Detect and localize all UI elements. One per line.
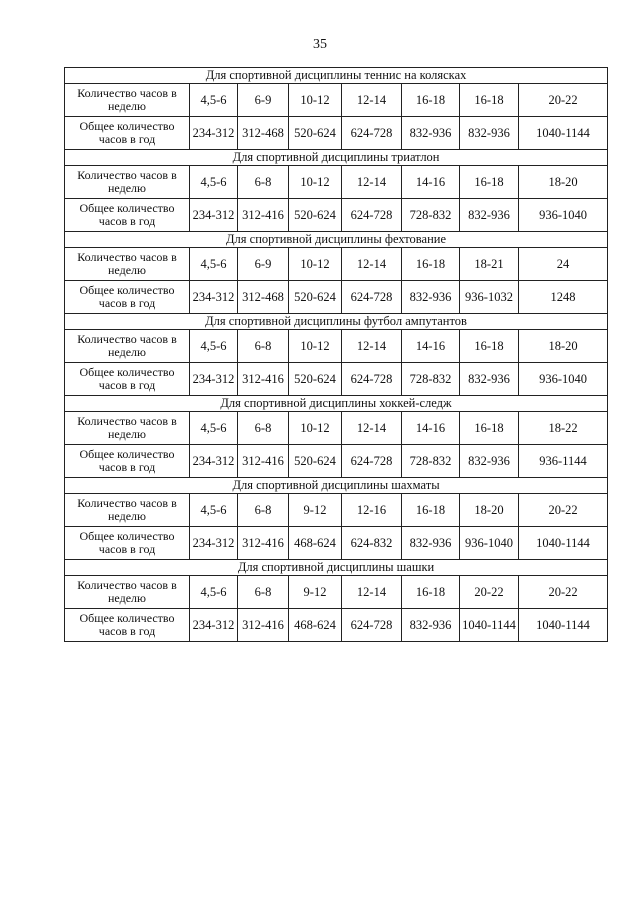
hours-value-cell: 1040-1144 bbox=[519, 117, 608, 150]
hours-value-cell: 16-18 bbox=[402, 248, 460, 281]
section-header-row bbox=[65, 396, 608, 412]
hours-value-cell: 14-16 bbox=[402, 330, 460, 363]
hours-value-cell: 6-9 bbox=[238, 84, 289, 117]
weekly-hours-row bbox=[65, 330, 608, 363]
hours-value-cell: 234-312 bbox=[190, 527, 238, 560]
hours-value-cell: 520-624 bbox=[289, 199, 342, 232]
hours-value-cell: 10-12 bbox=[289, 330, 342, 363]
hours-value-cell: 832-936 bbox=[460, 445, 519, 478]
hours-value-cell: 234-312 bbox=[190, 609, 238, 642]
yearly-hours-row bbox=[65, 281, 608, 314]
hours-value-cell: 12-14 bbox=[342, 84, 402, 117]
hours-value-cell: 936-1032 bbox=[460, 281, 519, 314]
hours-value-cell: 1040-1144 bbox=[519, 609, 608, 642]
hours-value-cell: 6-9 bbox=[238, 248, 289, 281]
hours-value-cell: 624-728 bbox=[342, 609, 402, 642]
section-title: Для спортивной дисциплины теннис на колясках bbox=[65, 68, 608, 84]
weekly-hours-row bbox=[65, 412, 608, 445]
section-title: Для спортивной дисциплины шашки bbox=[65, 560, 608, 576]
hours-value-cell: 936-1144 bbox=[519, 445, 608, 478]
hours-value-cell: 468-624 bbox=[289, 609, 342, 642]
hours-value-cell: 832-936 bbox=[460, 199, 519, 232]
hours-value-cell: 234-312 bbox=[190, 199, 238, 232]
hours-value-cell: 936-1040 bbox=[519, 199, 608, 232]
hours-value-cell: 728-832 bbox=[402, 445, 460, 478]
hours-value-cell: 520-624 bbox=[289, 281, 342, 314]
hours-value-cell: 234-312 bbox=[190, 281, 238, 314]
hours-value-cell: 14-16 bbox=[402, 412, 460, 445]
hours-value-cell: 16-18 bbox=[402, 494, 460, 527]
hours-value-cell: 1248 bbox=[519, 281, 608, 314]
table-body bbox=[65, 68, 608, 642]
hours-value-cell: 10-12 bbox=[289, 166, 342, 199]
yearly-hours-label: Общее количество часов в год bbox=[65, 445, 190, 478]
section-header-row bbox=[65, 560, 608, 576]
section-title: Для спортивной дисциплины шахматы bbox=[65, 478, 608, 494]
hours-value-cell: 624-728 bbox=[342, 117, 402, 150]
yearly-hours-label: Общее количество часов в год bbox=[65, 117, 190, 150]
weekly-hours-row bbox=[65, 248, 608, 281]
section-header-row bbox=[65, 68, 608, 84]
hours-value-cell: 16-18 bbox=[460, 412, 519, 445]
hours-value-cell: 4,5-6 bbox=[190, 576, 238, 609]
weekly-hours-row bbox=[65, 576, 608, 609]
yearly-hours-label: Общее количество часов в год bbox=[65, 527, 190, 560]
page-number: 35 bbox=[313, 37, 327, 52]
yearly-hours-label: Общее количество часов в год bbox=[65, 199, 190, 232]
hours-value-cell: 728-832 bbox=[402, 199, 460, 232]
hours-value-cell: 312-416 bbox=[238, 199, 289, 232]
hours-value-cell: 4,5-6 bbox=[190, 166, 238, 199]
hours-value-cell: 4,5-6 bbox=[190, 330, 238, 363]
hours-value-cell: 468-624 bbox=[289, 527, 342, 560]
yearly-hours-label: Общее количество часов в год bbox=[65, 363, 190, 396]
yearly-hours-label: Общее количество часов в год bbox=[65, 281, 190, 314]
yearly-hours-row bbox=[65, 527, 608, 560]
weekly-hours-row bbox=[65, 494, 608, 527]
hours-value-cell: 520-624 bbox=[289, 363, 342, 396]
hours-value-cell: 624-728 bbox=[342, 281, 402, 314]
hours-value-cell: 18-22 bbox=[519, 412, 608, 445]
hours-value-cell: 20-22 bbox=[519, 576, 608, 609]
weekly-hours-label: Количество часов в неделю bbox=[65, 84, 190, 117]
hours-value-cell: 20-22 bbox=[519, 84, 608, 117]
hours-value-cell: 6-8 bbox=[238, 494, 289, 527]
hours-value-cell: 234-312 bbox=[190, 117, 238, 150]
hours-value-cell: 6-8 bbox=[238, 330, 289, 363]
hours-value-cell: 4,5-6 bbox=[190, 494, 238, 527]
hours-value-cell: 9-12 bbox=[289, 576, 342, 609]
training-hours-table bbox=[64, 67, 608, 642]
weekly-hours-label: Количество часов в неделю bbox=[65, 494, 190, 527]
hours-value-cell: 16-18 bbox=[402, 576, 460, 609]
section-header-row bbox=[65, 150, 608, 166]
hours-value-cell: 832-936 bbox=[460, 117, 519, 150]
hours-value-cell: 728-832 bbox=[402, 363, 460, 396]
yearly-hours-row bbox=[65, 609, 608, 642]
hours-value-cell: 12-14 bbox=[342, 166, 402, 199]
hours-value-cell: 234-312 bbox=[190, 363, 238, 396]
hours-value-cell: 6-8 bbox=[238, 166, 289, 199]
hours-value-cell: 18-20 bbox=[519, 166, 608, 199]
hours-value-cell: 16-18 bbox=[402, 84, 460, 117]
section-header-row bbox=[65, 314, 608, 330]
hours-value-cell: 9-12 bbox=[289, 494, 342, 527]
hours-value-cell: 832-936 bbox=[402, 609, 460, 642]
hours-value-cell: 16-18 bbox=[460, 166, 519, 199]
hours-value-cell: 312-468 bbox=[238, 117, 289, 150]
hours-value-cell: 20-22 bbox=[460, 576, 519, 609]
hours-value-cell: 16-18 bbox=[460, 330, 519, 363]
hours-value-cell: 520-624 bbox=[289, 445, 342, 478]
hours-value-cell: 12-14 bbox=[342, 412, 402, 445]
hours-value-cell: 4,5-6 bbox=[190, 248, 238, 281]
hours-value-cell: 624-728 bbox=[342, 363, 402, 396]
hours-value-cell: 312-416 bbox=[238, 363, 289, 396]
hours-value-cell: 312-416 bbox=[238, 527, 289, 560]
yearly-hours-row bbox=[65, 117, 608, 150]
weekly-hours-label: Количество часов в неделю bbox=[65, 330, 190, 363]
yearly-hours-row bbox=[65, 199, 608, 232]
hours-value-cell: 4,5-6 bbox=[190, 84, 238, 117]
hours-value-cell: 12-14 bbox=[342, 248, 402, 281]
hours-value-cell: 520-624 bbox=[289, 117, 342, 150]
hours-value-cell: 936-1040 bbox=[519, 363, 608, 396]
weekly-hours-label: Количество часов в неделю bbox=[65, 166, 190, 199]
yearly-hours-row bbox=[65, 445, 608, 478]
hours-value-cell: 624-832 bbox=[342, 527, 402, 560]
hours-value-cell: 18-21 bbox=[460, 248, 519, 281]
hours-value-cell: 24 bbox=[519, 248, 608, 281]
hours-value-cell: 12-16 bbox=[342, 494, 402, 527]
weekly-hours-label: Количество часов в неделю bbox=[65, 248, 190, 281]
weekly-hours-label: Количество часов в неделю bbox=[65, 576, 190, 609]
section-title: Для спортивной дисциплины триатлон bbox=[65, 150, 608, 166]
hours-value-cell: 1040-1144 bbox=[519, 527, 608, 560]
hours-value-cell: 12-14 bbox=[342, 330, 402, 363]
hours-value-cell: 312-468 bbox=[238, 281, 289, 314]
hours-value-cell: 14-16 bbox=[402, 166, 460, 199]
section-header-row bbox=[65, 478, 608, 494]
section-header-row bbox=[65, 232, 608, 248]
hours-value-cell: 1040-1144 bbox=[460, 609, 519, 642]
hours-value-cell: 832-936 bbox=[402, 117, 460, 150]
hours-value-cell: 936-1040 bbox=[460, 527, 519, 560]
section-title: Для спортивной дисциплины фехтование bbox=[65, 232, 608, 248]
hours-value-cell: 234-312 bbox=[190, 445, 238, 478]
hours-value-cell: 832-936 bbox=[402, 527, 460, 560]
hours-value-cell: 18-20 bbox=[519, 330, 608, 363]
hours-value-cell: 624-728 bbox=[342, 445, 402, 478]
hours-value-cell: 4,5-6 bbox=[190, 412, 238, 445]
section-title: Для спортивной дисциплины хоккей-следж bbox=[65, 396, 608, 412]
hours-value-cell: 6-8 bbox=[238, 576, 289, 609]
hours-value-cell: 20-22 bbox=[519, 494, 608, 527]
hours-value-cell: 18-20 bbox=[460, 494, 519, 527]
weekly-hours-row bbox=[65, 84, 608, 117]
hours-value-cell: 10-12 bbox=[289, 84, 342, 117]
hours-value-cell: 832-936 bbox=[460, 363, 519, 396]
yearly-hours-row bbox=[65, 363, 608, 396]
hours-value-cell: 312-416 bbox=[238, 445, 289, 478]
hours-value-cell: 624-728 bbox=[342, 199, 402, 232]
hours-value-cell: 10-12 bbox=[289, 248, 342, 281]
hours-value-cell: 832-936 bbox=[402, 281, 460, 314]
hours-value-cell: 16-18 bbox=[460, 84, 519, 117]
section-title: Для спортивной дисциплины футбол ампутантов bbox=[65, 314, 608, 330]
hours-value-cell: 6-8 bbox=[238, 412, 289, 445]
weekly-hours-label: Количество часов в неделю bbox=[65, 412, 190, 445]
hours-value-cell: 10-12 bbox=[289, 412, 342, 445]
hours-value-cell: 312-416 bbox=[238, 609, 289, 642]
yearly-hours-label: Общее количество часов в год bbox=[65, 609, 190, 642]
hours-value-cell: 12-14 bbox=[342, 576, 402, 609]
weekly-hours-row bbox=[65, 166, 608, 199]
